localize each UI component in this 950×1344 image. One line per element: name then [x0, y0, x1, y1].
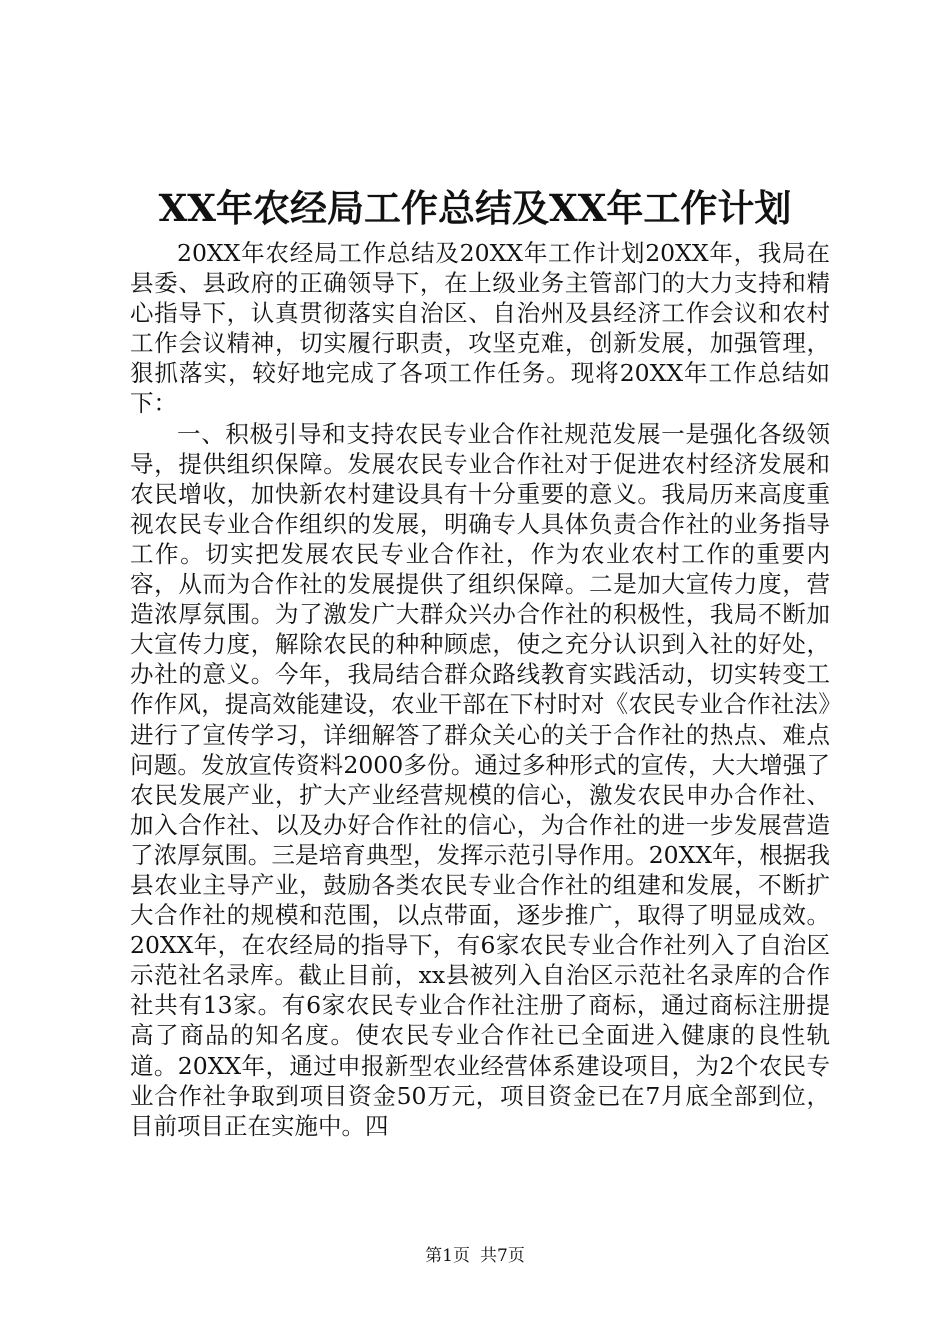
document-title: XX年农经局工作总结及XX年工作计划: [158, 186, 792, 230]
paragraph-section-one: 一、积极引导和支持农民专业合作社规范发展一是强化各级领导，提供组织保障。发展农民专业合作社对于促进农村经济发展和农民增收，加快新农村建设具有十分重要的意义。我局历来高度重视农民专业合作组织的发展，明确专人具体负责合作社的业务指导工作。切实把发展农民专业合作社，作为农业农村工作的重要内容，从而为合作社的发展提供了组织保障。二是加大宣传力度，营造浓厚氛围。为了激发广大群众兴办合作社的积极性，我局不断加大宣传力度，解除农民的种种顾虑，使之充分认识到入社的好处，办社的意义。今年，我局结合群众路线教育实践活动，切实转变工作作风，提高效能建设，农业干部在下村时对《农民专业合作社法》进行了宣传学习，详细解答了群众关心的关于合作社的热点、难点问题。发放宣传资料2000多份。通过多种形式的宣传，大大增强了农民发展产业，扩大产业经营规模的信心，激发农民申办合作社、加入合作社、以及办好合作社的信心，为合作社的进一步发展营造了浓厚氛围。三是培育典型，发挥示范引导作用。20XX年，根据我县农业主导产业，鼓励各类农民专业合作社的组建和发展，不断扩大合作社的规模和范围，以点带面，逐步推广，取得了明显成效。20XX年，在农经局的指导下，有6家农民专业合作社列入了自治区示范社名录库。截止目前，xx县被列入自治区示范社名录库的合作社共有13家。有6家农民专业合作社注册了商标，通过商标注册提高了商品的知名度。使农民专业合作社已全面进入健康的良性轨道。20XX年，通过申报新型农业经营体系建设项目，为2个农民专业合作社争取到项目资金50万元，项目资金已在7月底全部到位，目前项目正在实施中。四: [130, 419, 830, 1140]
page-total: 共7页: [480, 1246, 525, 1266]
document-body: [130, 238, 830, 1141]
page-footer: [0, 1244, 950, 1268]
paragraph-intro: 20XX年农经局工作总结及20XX年工作计划20XX年，我局在县委、县政府的正确领导下，在上级业务主管部门的大力支持和精心指导下，认真贯彻落实自治区、自治州及县经济工作会议和农村工作会议精神，切实履行职责，攻坚克难，创新发展，加强管理，狠抓落实，较好地完成了各项工作任务。现将20XX年工作总结如下：: [130, 239, 830, 418]
page-number: 第1页: [425, 1246, 470, 1266]
